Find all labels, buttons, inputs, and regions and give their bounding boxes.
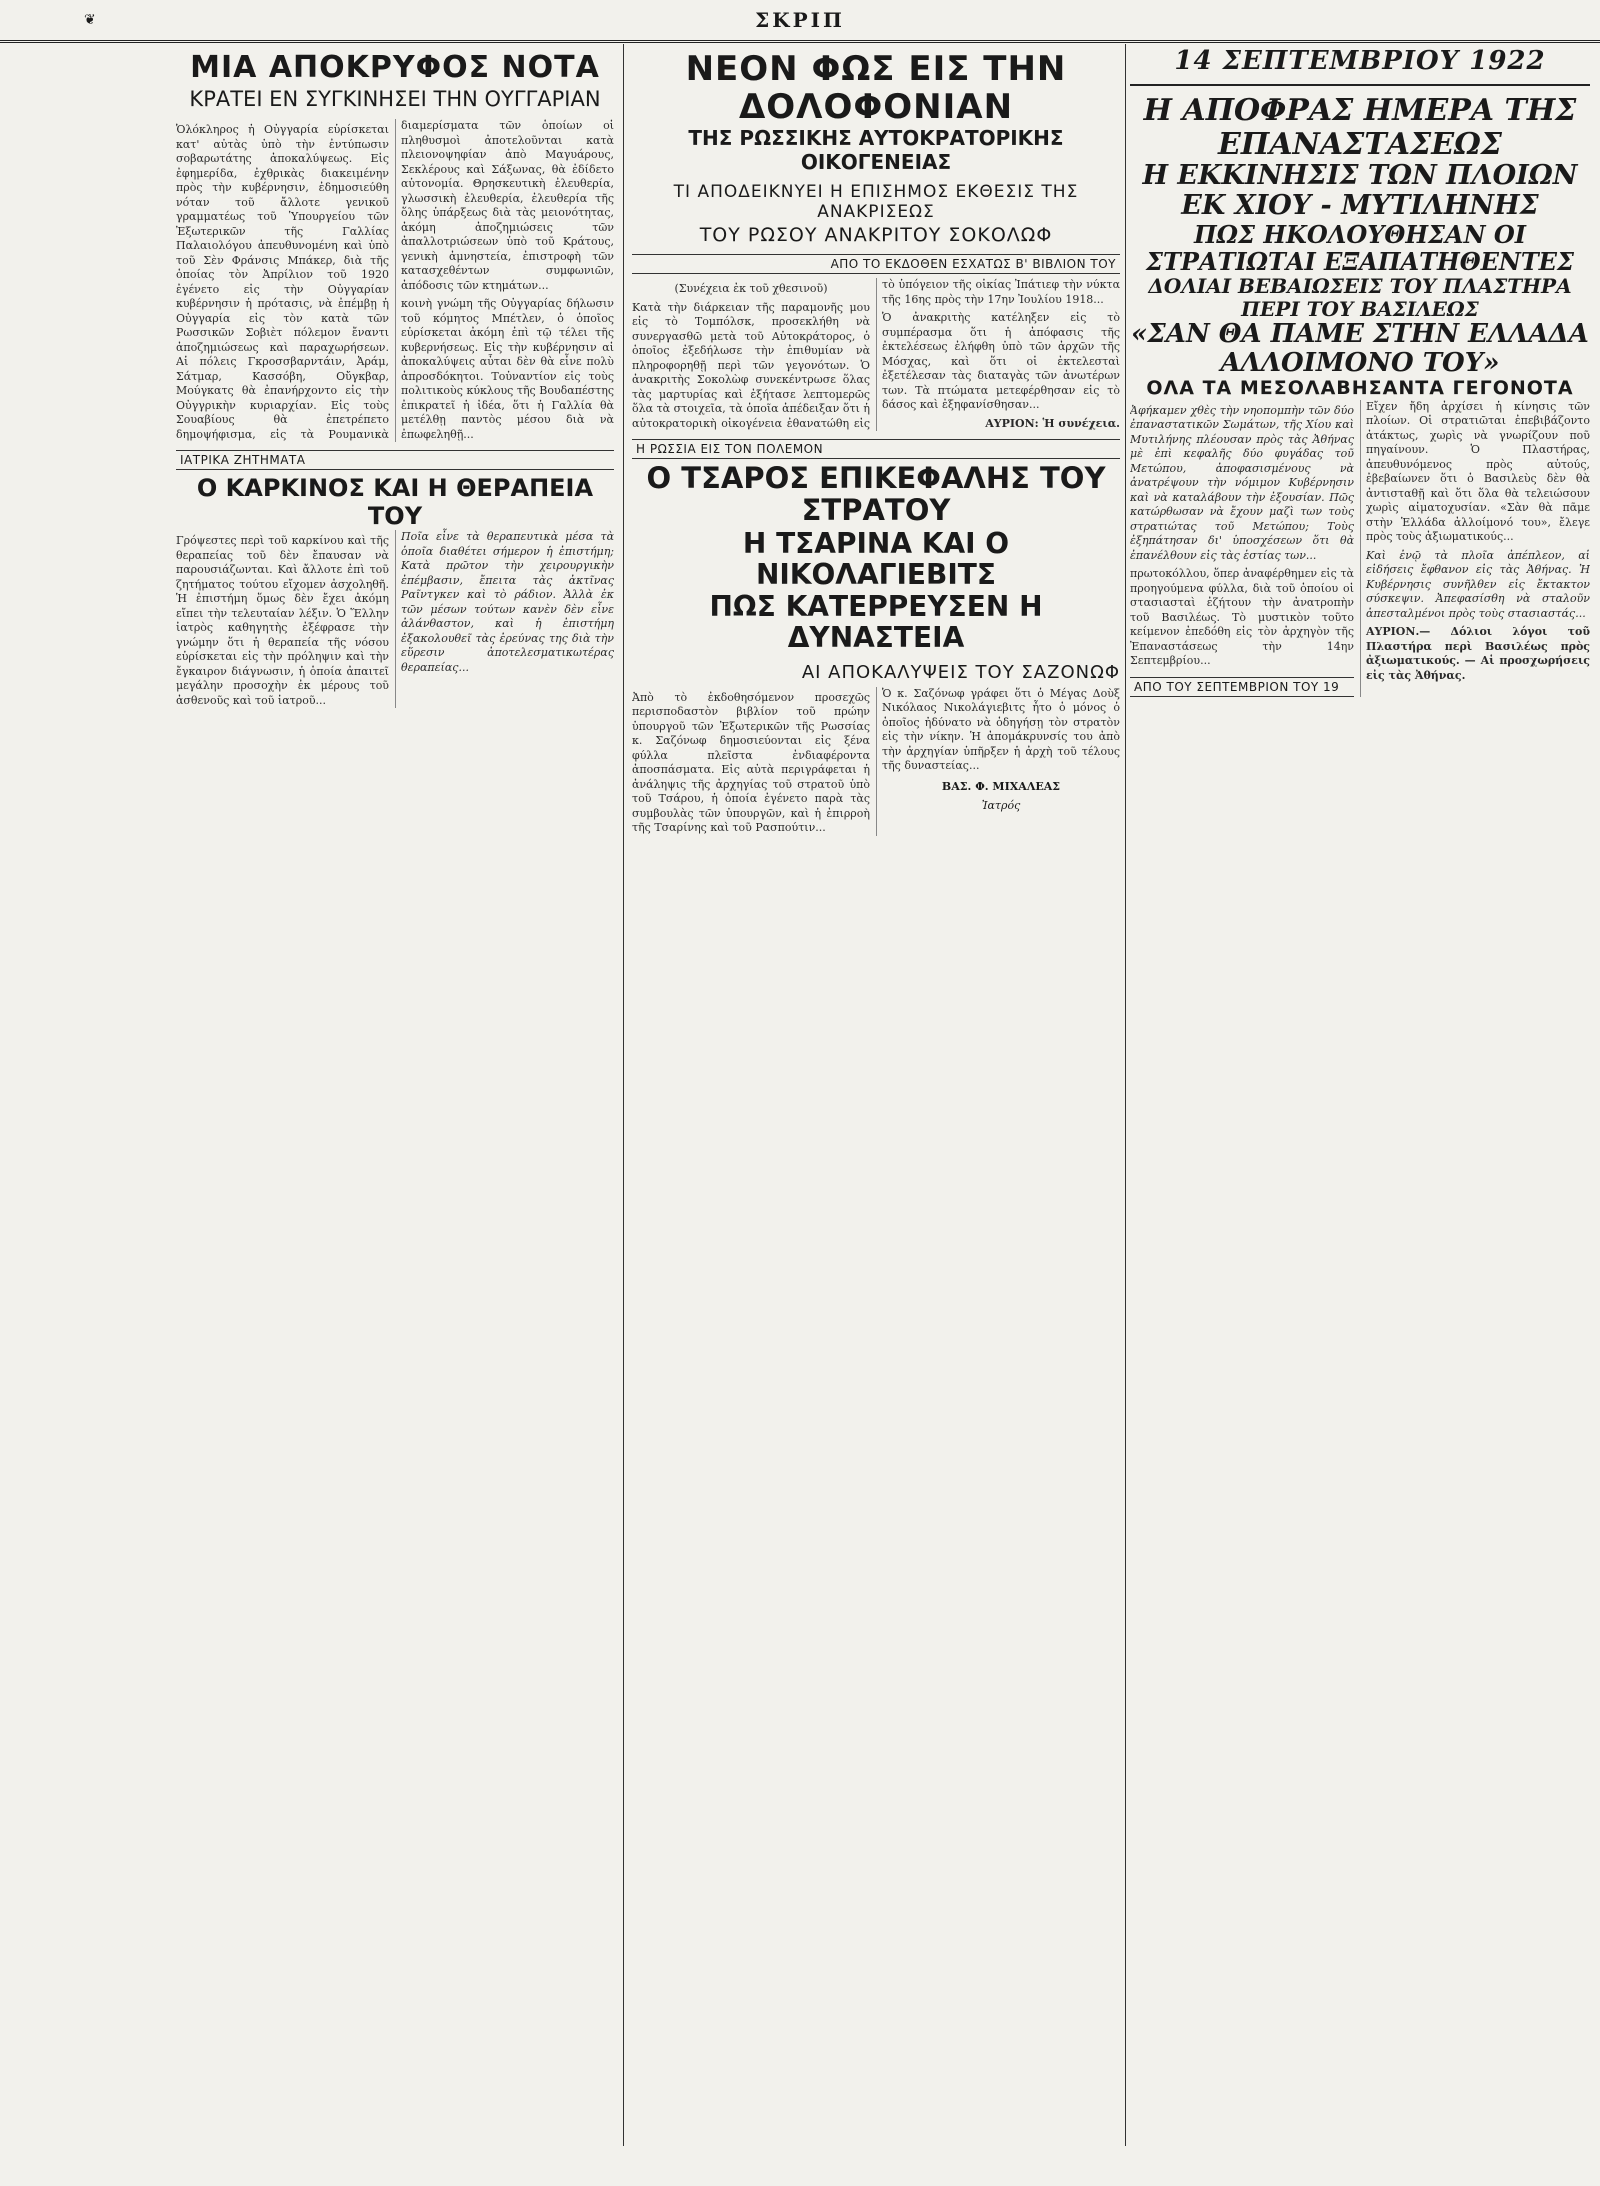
subheadline-events: ΟΛΑ ΤΑ ΜΕΣΟΛΑΒΗΣΑΝΤΑ ΓΕΓΟΝΟΤΑ: [1146, 377, 1574, 400]
article-text: κοινὴ γνώμη τῆς Οὐγγαρίας δήλωσιν τοῦ κόμητος Μπέτλεν, ὁ ὁποῖος εὑρίσκεται ἀκόμη ἐπὶ τῷ τέλει τῆς κυβερνήσεως. Εἰς τὴν κυβέρνησιν αἱ ἀποκαλύψεις αὗται δὲν θὰ εἶνε πολὺ ἀπροσδόκητοι. Τοὐναντίον εἰς τοὺς πολιτικοὺς κύκλους τῆς Βουδαπέστης ἐπικρατεῖ ἡ ἰδέα, ὅτι ἡ Γαλλία θὰ μετέλθῃ παντὸς μέσου διὰ νὰ ἐπωφεληθῇ...: [401, 297, 614, 441]
headline-new-light: ΝΕΟΝ ΦΩΣ ΕΙΣ ΤΗΝ ΔΟΛΟΦΟΝΙΑΝ: [685, 49, 1067, 127]
section-tag-september: ΑΠΟ ΤΟΥ ΣΕΠΤΕΜΒΡΙΟΝ ΤΟΥ 19: [1130, 677, 1354, 697]
ornament-icon: ❦: [84, 12, 96, 28]
column-rule-left: [623, 44, 624, 2146]
divider: [1130, 84, 1590, 86]
column-right: [1130, 44, 1590, 2146]
headline-dynasty: ΠΩΣ ΚΑΤΕΡΡΕΥΣΕΝ Η ΔΥΝΑΣΤΕΙΑ: [709, 590, 1043, 655]
newspaper-name: ΣΚΡΙΠ: [755, 8, 845, 32]
headline-cancer: Ο ΚΑΡΚΙΝΟΣ ΚΑΙ Η ΘΕΡΑΠΕΙΑ ΤΟΥ: [196, 474, 594, 530]
author-title: Ἰατρός: [981, 798, 1021, 812]
headline-plastiras-assurances: ΔΟΛΙΑΙ ΒΕΒΑΙΩΣΕΙΣ ΤΟΥ ΠΛΑΣΤΗΡΑ ΠΕΡΙ ΤΟΥ ΒΑΣΙΛΕΩΣ: [1148, 274, 1572, 321]
article-text: Γρόψεστες περὶ τοῦ καρκίνου καὶ τῆς θεραπείας τοῦ δὲν ἔπαυσαν νὰ παρουσιάζωνται. Καὶ ἄλλοτε ἐπὶ τοῦ ζητήματος τούτου εἴχομεν ἀσχοληθῆ. Ἡ ἐπιστήμη ὅμως δὲν ἔχει ἀκόμη εἴπει τὴν τελευταίαν λέξιν. Ὁ Ἕλλην ἰατρὸς καθηγητὴς ἐξέφρασε τὴν γνώμην ὅτι ἡ θεραπεία τῆς νόσου εὑρίσκεται εἰς τὴν πρόληψιν καὶ τὴν ἔγκαιρον διάγνωσιν, ἡ ὁποία ἀπαιτεῖ μεγάλην προσοχὴν ἐκ μέρους τοῦ ἀσθενοῦς καὶ τοῦ ἰατροῦ...: [176, 534, 389, 707]
continued-note: (Συνέχεια ἐκ τοῦ χθεσινοῦ): [674, 282, 828, 295]
article-text: Ἀπὸ τὸ ἐκδοθησόμενον προσεχῶς περισποδαστὸν βιβλίον τοῦ πρώην ὑπουργοῦ τῶν Ἐξωτερικῶν τῆς Ρωσσίας κ. Σαζόνωφ δημοσιεύονται εἰς ξένα φύλλα πλεῖστα ἐνδιαφέροντα ἀποσπάσματα. Εἰς αὐτὰ περιγράφεται ἡ ἀνάληψις τῆς ἀρχηγίας τοῦ στρατοῦ ὑπὸ τοῦ Τσάρου, ἡ ὁποία ἐγένετο παρὰ τὰς συμβουλὰς τῶν ὑπουργῶν, καὶ ἡ ἐπιρροὴ τῆς Τσαρίνης καὶ τοῦ Ρασπούτιν...: [632, 690, 870, 835]
headline-ships-departure: Η ΕΚΚΙΝΗΣΙΣ ΤΩΝ ΠΛΟΙΩΝ ΕΚ ΧΙΟΥ - ΜΥΤΙΛΗΝΗΣ: [1142, 160, 1578, 222]
article-text: πρωτοκόλλου, ὅπερ ἀναφέρθημεν εἰς τὰ προηγούμενα φύλλα, διὰ τοῦ ὁποίου οἱ στασιασταὶ ἐζήτουν τὴν ἀνατροπὴν τοῦ Βασιλέως. Τὸ μυστικὸν τοῦτο κείμενον ἐπεδόθη εἰς τὸν ἀρχηγὸν τῆς Ἐπαναστάσεως τὴν 14ην Σεπτεμβρίου...: [1130, 567, 1354, 668]
headline-imperial-family: ΤΗΣ ΡΩΣΣΙΚΗΣ ΑΥΤΟΚΡΑΤΟΡΙΚΗΣ ΟΙΚΟΓΕΝΕΙΑΣ: [688, 126, 1064, 174]
subheadline-sokolov: ΤΟΥ ΡΩΣΟΥ ΑΝΑΚΡΙΤΟΥ ΣΟΚΟΛΩΦ: [699, 224, 1053, 246]
headline-secret-note: ΜΙΑ ΑΠΟΚΡΥΦΟΣ ΝΟΤΑ: [190, 50, 600, 85]
headline-tsarina: Η ΤΣΑΡΙΝΑ ΚΑΙ Ο ΝΙΚΟΛΑΓΙΕΒΙΤΣ: [742, 526, 1010, 591]
article-sokolov: [632, 278, 1120, 431]
headline-soldiers-deceived: ΠΩΣ ΗΚΟΛΟΥΘΗΣΑΝ ΟΙ ΣΤΡΑΤΙΩΤΑΙ ΕΞΑΠΑΤΗΘΕΝΤΕΣ: [1146, 219, 1574, 276]
headline-fateful-day: Η ΑΠΟΦΡΑΣ ΗΜΕΡΑ ΤΗΣ ΕΠΑΝΑΣΤΑΣΕΩΣ: [1143, 93, 1577, 162]
section-tag-book: ΑΠΟ ΤΟ ΕΚΔΟΘΕΝ ΕΣΧΑΤΩΣ Β' ΒΙΒΛΙΟΝ ΤΟΥ: [632, 254, 1120, 274]
masthead: [0, 0, 1600, 43]
author-signature: ΒΑΣ. Φ. ΜΙΧΑΛΕΑΣ: [941, 779, 1061, 793]
subheadline-official-report: ΤΙ ΑΠΟΔΕΙΚΝΥΕΙ Η ΕΠΙΣΗΜΟΣ ΕΚΘΕΣΙΣ ΤΗΣ ΑΝΑΚΡΙΣΕΩΣ: [673, 182, 1079, 222]
article-text: Κατὰ τὴν διάρκειαν τῆς παραμονῆς μου εἰς τὸ Τομπόλσκ, προσεκλήθη νὰ συνεργασθῶ μετὰ τοῦ Αὐτοκράτορος, ὁ ὁποῖος ἐξεδήλωσε τὴν ἐπιθυμίαν νὰ πληροφορηθῇ περὶ τῶν γεγονότων. Ὁ ἀνακριτὴς Σοκολὼφ συνεκέντρωσε ὅλας τὰς μαρτυρίας καὶ ἐξήτασε λεπτομερῶς ὅλα τὰ στοιχεῖα, τὰ ὁποῖα ἀπέδειξαν ὅτι ἡ αὐτοκρατορικὴ οἰκογένεια ἐθανατώθη εἰς τὸ ὑπόγειον τῆς οἰκίας Ἰπάτιεφ τὴν νύκτα τῆς 16ης πρὸς τὴν 17ην Ἰουλίου 1918...: [632, 278, 1120, 430]
column-left: [176, 44, 614, 2146]
column-middle: [632, 44, 1120, 2146]
article-cancer: [176, 530, 614, 708]
subheadline-hungary: ΚΡΑΤΕΙ ΕΝ ΣΥΓΚΙΝΗΣΕΙ ΤΗΝ ΟΥΓΓΑΡΙΑΝ: [189, 87, 601, 111]
continuation-note: ΑΥΡΙΟΝ: Ἡ συνέχεια.: [985, 416, 1120, 430]
article-text: Καὶ ἐνῷ τὰ πλοῖα ἀπέπλεον, αἱ εἰδήσεις ἔφθανον εἰς τὰς Ἀθήνας. Ἡ Κυβέρνησις συνῆλθεν εἰς ἔκτακτον σύσκεψιν. Ἀπεφασίσθη νὰ σταλοῦν ἀπεσταλμένοι πρὸς τοὺς στασιαστάς...: [1366, 548, 1590, 620]
headline-quote: «ΣΑΝ ΘΑ ΠΑΜΕ ΣΤΗΝ ΕΛΛΑΔΑ ΑΛΛΟΙΜΟΝΟ ΤΟΥ»: [1131, 319, 1589, 379]
article-secret-note: [176, 119, 614, 442]
column-rule-right: [1125, 44, 1126, 2146]
article-revolution: [1130, 400, 1590, 697]
next-issue-note: ΑΥΡΙΟΝ.— Δόλιοι λόγοι τοῦ Πλαστήρα περὶ Βασιλέως πρὸς ἀξιωματικούς. — Αἱ προσχωρήσεις εἰς τὰς Ἀθήνας.: [1366, 625, 1590, 682]
article-text: Εἴχεν ἤδη ἀρχίσει ἡ κίνησις τῶν πλοίων. Οἱ στρατιῶται ἐπεβιβάζοντο ἀτάκτως, χωρὶς νὰ γνωρίζουν ποῦ πηγαίνουν. Ὁ Πλαστήρας, ἀπευθυνόμενος πρὸς αὐτούς, ἐβεβαίωνεν ὅτι ὁ Βασιλεὺς δὲν θὰ ἀντισταθῇ καὶ ὅτι ὅλα θὰ τελειώσουν χωρὶς αἱματοχυσίαν. «Σὰν θὰ πᾶμε στὴν Ἑλλάδα ἀλλοίμονό του», ἔλεγε πρὸς τοὺς ἀξιωματικούς...: [1366, 399, 1590, 544]
article-text: Ὁ κ. Σαζόνωφ γράφει ὅτι ὁ Μέγας Δοὺξ Νικόλαος Νικολάγιεβιτς ἦτο ὁ μόνος ὁ ὁποῖος ἠδύνατο νὰ ὁδηγήσῃ τὸν στρατὸν εἰς τὴν νίκην. Ἡ ἀπομάκρυνσίς του ἀπὸ τὴν ἀρχηγίαν ὑπῆρξεν ἡ ἀρχὴ τοῦ τέλους τῆς δυναστείας...: [882, 686, 1120, 773]
section-tag-russia-war: Η ΡΩΣΣΙΑ ΕΙΣ ΤΟΝ ΠΟΛΕΜΟΝ: [632, 439, 1120, 459]
article-text: Ἀφήκαμεν χθὲς τὴν νηοπομπὴν τῶν δύο ἐπαναστατικῶν Σωμάτων, τῆς Χίου καὶ Μυτιλήνης πλέουσαν πρὸς τὰς Ἀθήνας μὲ ἐπὶ κεφαλῆς δύο φυγάδας τοῦ Μετώπου, ἀποφασισμένους νὰ ἀνατρέψουν τὴν νόμιμον Κυβέρνησιν καὶ νὰ καταλάβουν τὴν ἐξουσίαν. Πῶς κατώρθωσαν νὰ ἔχουν μαζὶ των τοὺς στρατιώτας τοῦ Μετώπου; Τοὺς ἐξηπάτησαν δι' ὑποσχέσεων ὅτι θὰ ἐπανέλθουν εἰς τὰς ἑστίας των...: [1130, 403, 1354, 562]
headline-tsar: Ο ΤΣΑΡΟΣ ΕΠΙΚΕΦΑΛΗΣ ΤΟΥ ΣΤΡΑΤΟΥ: [646, 461, 1106, 527]
subheadline-sazonov: ΑΙ ΑΠΟΚΑΛΥΨΕΙΣ ΤΟΥ ΣΑΖΟΝΩΦ: [801, 661, 1120, 683]
article-sazonov: [632, 687, 1120, 836]
section-tag-medical: ΙΑΤΡΙΚΑ ΖΗΤΗΜΑΤΑ: [176, 450, 614, 470]
article-text: Ποῖα εἶνε τὰ θεραπευτικὰ μέσα τὰ ὁποῖα διαθέτει σήμερον ἡ ἐπιστήμη; Κατὰ πρῶτον τὴν χειρουργικὴν ἐπέμβασιν, ἔπειτα τὰς ἀκτῖνας Ραῖντγκεν καὶ τὸ ράδιον. Ἀλλὰ ἐκ τῶν μέσων τούτων κανὲν δὲν εἶνε ἀλάνθαστον, καὶ ἡ ἐπιστήμη ἐξακολουθεῖ τὰς ἐρεύνας της διὰ τὴν εὕρεσιν ἀποτελεσματικωτέρας θεραπείας...: [401, 530, 614, 674]
article-text: Ὁλόκληρος ἡ Οὐγγαρία εὑρίσκεται κατ' αὐτὰς ὑπὸ τὴν ἐντύπωσιν σοβαρωτάτης ἀποκαλύψεως. Εἰς ἐφημερίδα, ἐχθρικὰς διακειμένην πρὸς τὴν κυβέρνησιν, ἐδημοσιεύθη νόταν τοῦ ἄλλοτε γενικοῦ γραμματέως τοῦ Ὑπουργείου τῶν Ἐξωτερικῶν τῆς Γαλλίας Παλαιολόγου ἀπευθυνομένη καὶ ὑπὸ τοῦ Σὲν Φράνσις Μπάκερ, διὰ τῆς ὁποίας τὸν Ἀπρίλιον τοῦ 1920 ἐγένετο εἰς τὴν Οὐγγαρίαν κυβέρνησιν ἡ πρότασις, νὰ ἐπέμβῃ ἡ Οὐγγαρία εἰς τὸν κατὰ τῶν Ρωσσικῶν Σοβιὲτ πόλεμον ἔναντι ἀποζημιώσεως καὶ παραχωρήσεων. Αἱ πόλεις Γκροσσβαρντάιν, Ἀράμ, Σάτμαρ, Κασσόβη, Οὔγκβαρ, Μούγκατς θὰ ἐπανήρχοντο εἰς τὴν Οὐγγρικὴν κυριαρχίαν. Εἰς τοὺς Σουαβίους θὰ ἐπετρέπετο δημοψήφισμα, εἰς τὰ Ρουμανικὰ διαμερίσματα τῶν ὁποίων οἱ πληθυσμοὶ ἀποτελοῦνται κατὰ πλειονοψηφίαν ἀπὸ Μαγυάρους, Σεκλέρους καὶ Σάξωνας, θὰ ἐδίδετο αὐτονομία. Θρησκευτικὴ ἐλευθερία, γλωσσικὴ ἐλευθερία, ἐλευθερία τῆς ὅλης ὑπάρξεως διὰ τὰς μειονότητας, ἀκόμη ἀποζημιώσεις τῶν ἀπαλλοτριώσεων ὑπὸ τοῦ Κράτους, γενικὴ ἀμνηστεία, ἐπιστροφὴ τῶν κατασχεθέντων συμφωνιῶν, ἀπόδοσις τῶν κτημάτων...: [176, 119, 614, 441]
article-text: Ὁ ἀνακριτὴς κατέληξεν εἰς τὸ συμπέρασμα ὅτι ἡ ἀπόφασις τῆς ἐκτελέσεως ἐλήφθη ὑπὸ τῶν ἀρχῶν τῆς Μόσχας, καὶ ὅτι οἱ ἐκτελεσταὶ ἐξετέλεσαν τὰς διαταγὰς τῶν ἀνωτέρων των. Τὰ πτώματα μετεφέρθησαν εἰς τὸ δάσος καὶ ἐξηφανίσθησαν...: [882, 311, 1120, 411]
issue-date: 14 ΣΕΠΤΕΜΒΡΙΟΥ 1922: [1174, 46, 1546, 76]
